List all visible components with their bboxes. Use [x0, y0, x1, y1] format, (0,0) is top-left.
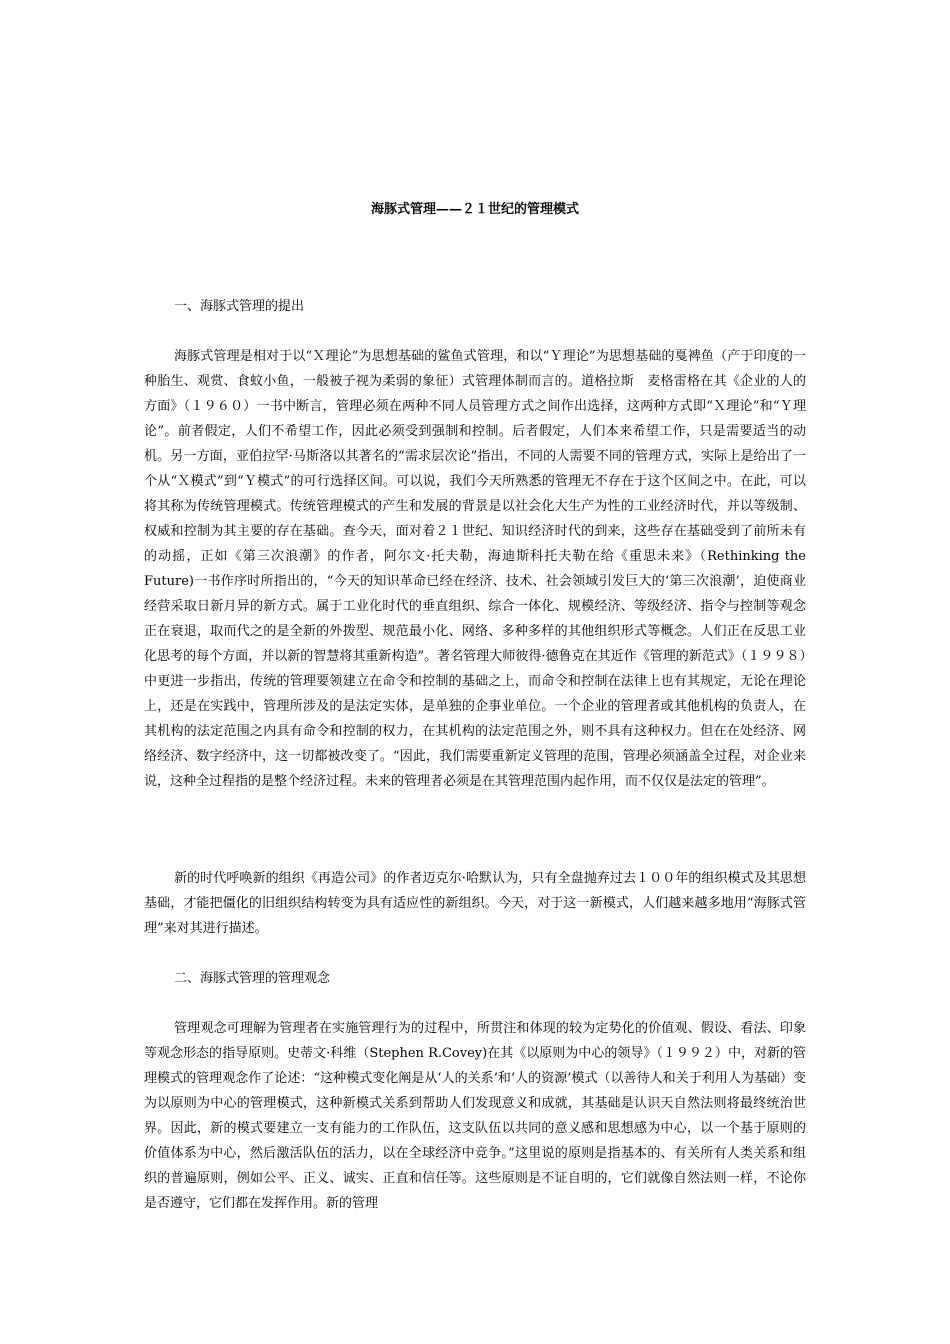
- section-heading-1: 一、海豚式管理的提出: [174, 299, 305, 314]
- paragraph-1: 海豚式管理是相对于以“Ｘ理论”为思想基础的鲨鱼式管理，和以“Ｙ理论”为思想基础的戛裨鱼（产于印度的一种胎生、观赏、食蚊小鱼，一般被子视为柔弱的象征）式管理体制而言的。道格拉斯 麦格雷格在其《企业的人的方面》（１９６０）一书中断言，管理必须在两种不同人员管理方式之间作出选择，这两种方式即“Ｘ理论”和“Ｙ理论”。前者假定，人们不希望工作，因此必须受到强制和控制。后者假定，人们本来希望工作，只是需要适当的动机。另一方面，亚伯拉罕·马斯洛以其著名的“需求层次论”指出，不同的人需要不同的管理方式，实际上是给出了一个从“Ｘ模式”到“Ｙ模式”的可行选择区间。可以说，我们今天所熟悉的管理无不存在于这个区间之中。在此，可以将其称为传统管理模式。传统管理模式的产生和发展的背景是以社会化大生产为性的工业经济时代，并以等级制、权威和控制为其主要的存在基础。查今天，面对着２１世纪、知识经济时代的到来，这些存在基础受到了前所未有的动摇，正如《第三次浪潮》的作者，阿尔文·托夫勒，海迪斯科托夫勒在给《重思未来》（Rethinking the Future)一书作序时所指出的，“今天的知识革命已经在经济、技术、社会领域引发巨大的‘第三次浪潮’，迫使商业经营采取日新月异的新方式。属于工业化时代的垂直组织、综合一体化、规模经济、等级经济、指令与控制等观念正在衰退，取而代之的是全新的外拨型、规范最小化、网络、多种多样的其他组织形式等概念。人们正在反思工业化思考的每个方面，并以新的智慧将其重新构造”。著名管理大师彼得·德鲁克在其近作《管理的新范式》（１９９８）中更进一步指出，传统的管理要领建立在命令和控制的基础之上，而命令和控制在法律上也有其规定，无论在理论上，还是在实践中，管理所涉及的是法定实体，是单独的企事业单位。一个企业的管理者或其他机构的负责人，在其机构的法定范围之内具有命令和控制的权力，在其机构的法定范围之外，则不具有这种权力。但在在处经济、网络经济、数字经济中，这一切都被改变了。“因此，我们需要重新定义管理的范围，管理必须涵盖全过程，对企业来说，这种全过程指的是整个经济过程。未来的管理者必须是在其管理范围内起作用，而不仅仅是法定的管理”。: [144, 349, 806, 789]
- paragraph-3: 管理观念可理解为管理者在实施管理行为的过程中，所贯注和体现的较为定势化的价值观、假设、看法、印象等观念形态的指导原则。史蒂文·科维（Stephen R.Covey)在其《以原则为中心的领导》（１９９２）中，对新的管理模式的管理观念作了论述：“这种模式变化阐是从‘人的关系’和‘人的资源’模式（以善待人和关于利用人为基础）变为以原则为中心的管理模式，这种新模式关系到帮助人们发现意义和成就，其基础是认识天自然法则将最终统治世界。因此，新的模式要建立一支有能力的工作队伍，这支队伍以共同的意义感和思想感为中心，以一个基于原则的价值体系为中心，然后激活队伍的活力，以在全球经济中竞争。”这里说的原则是指基本的、有关所有人类关系和组织的普遍原则，例如公平、正义、诚实、正直和信任等。这些原则是不证自明的，它们就像自然法则一样，不论你是否遵守，它们都在发挥作用。新的管理: [144, 1021, 806, 1211]
- document-title: 海豚式管理——２１世纪的管理模式: [370, 202, 579, 217]
- paragraph-2: 新的时代呼唤新的组织《再造公司》的作者迈克尔·哈默认为，只有全盘抛弃过去１００年的组织模式及其思想基础，才能把僵化的旧组织结构转变为具有适应性的新组织。今天，对于这一新模式，人们越来越多地用“海豚式管理”来对其进行描述。: [144, 871, 806, 936]
- section-heading-2: 二、海豚式管理的管理观念: [174, 971, 331, 986]
